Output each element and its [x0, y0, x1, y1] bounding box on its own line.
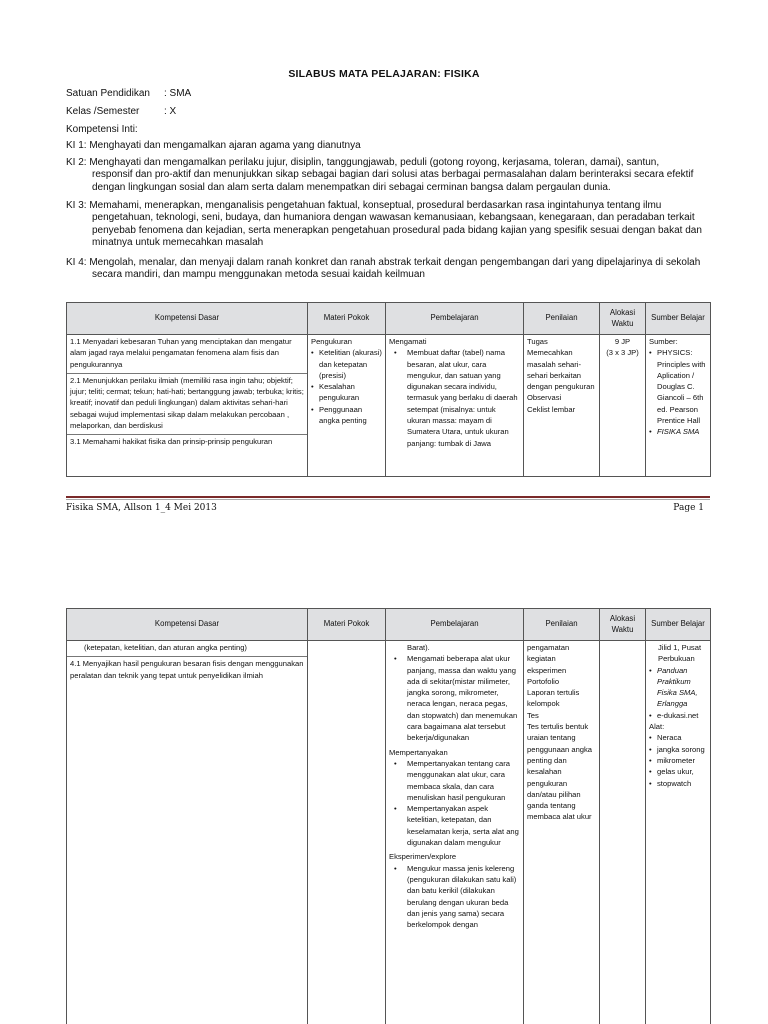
page-title: SILABUS MATA PELAJARAN: FISIKA [288, 68, 480, 80]
header-materi-pokok: Materi Pokok [308, 303, 386, 335]
meta-value: : SMA [164, 88, 192, 99]
penilaian-item: pengamatan kegiatan eksperimen [527, 643, 570, 675]
alokasi-item: (3 x 3 JP) [606, 348, 639, 358]
header-kompetensi-dasar: Kompetensi Dasar [67, 609, 308, 641]
header-penilaian: Penilaian [524, 609, 600, 641]
kd-item: 3.1 Memahami hakikat fisika dan prinsip-prinsip pengukuran [67, 434, 307, 448]
kd-item: 1.1 Menyadari kebesaran Tuhan yang menciptakan dan mengatur alam jagad raya melalui pengamatan fenomena alam fisis dan pengukurannya [70, 337, 292, 369]
pembelajaran-continued: Barat). [407, 643, 430, 652]
cell-kompetensi-dasar [67, 335, 308, 477]
ki-3: KI 3: Memahami, menerapkan, menganalisis pengetahuan faktual, konseptual, prosedural berdasarkan rasa ingintahunya tentang ilmu pengetahuan, teknologi, seni, budaya, dan humaniora dengan wawasan kemanusiaan, kebangsaan, kenegaraan, dan peradaban terkait penyebab fenomena dan kejadian, serta menerapkan pengetahuan prosedural pada bidang kajian yang spesifik sesuai dengan bakat dan minatnya untuk memecahkan masalah [66, 200, 702, 249]
cell-sumber-belajar [646, 641, 711, 1024]
cell-alokasi-waktu [600, 335, 646, 477]
cell-alokasi-waktu [600, 641, 646, 1024]
cell-penilaian [524, 335, 600, 477]
penilaian-item: Tes [527, 710, 539, 720]
materi-item: • Kesalahan pengukuran [311, 381, 382, 404]
syllabus-table-continued [66, 608, 711, 1024]
header-pembelajaran: Pembelajaran [386, 303, 524, 335]
header-alokasi-waktu: Alokasi Waktu [600, 609, 646, 641]
header-alokasi-waktu: Alokasi Waktu [600, 303, 646, 335]
page-number: Page 1 [673, 503, 704, 513]
pembelajaran-item: • Mengukur massa jenis kelereng (pengukuran dilakukan satu kali) dan batu kerikil (dilakukan berulang dengan ukuran beda dan jenis yang sama) secara berkelompok dengan [407, 863, 520, 931]
cell-sumber-belajar [646, 335, 711, 477]
meta-label: Satuan Pendidikan [66, 88, 150, 99]
alat-item: • mikrometer [649, 755, 707, 766]
alat-item: • gelas ukur, [649, 766, 707, 777]
penilaian-item: Tugas [527, 337, 548, 346]
header-pembelajaran: Pembelajaran [386, 609, 524, 641]
materi-item: • Ketelitian (akurasi) dan ketepatan (presisi) [311, 347, 382, 381]
pembelajaran-section-title: Mengamati [389, 337, 427, 346]
sumber-item: • PHYSICS: Principles with Aplication / Douglas C. Giancoli – 6th ed. Pearson Prentice Hall [649, 347, 707, 426]
pembelajaran-section-title: Eksperimen/explore [389, 852, 457, 862]
meta-label: Kelas /Semester [66, 106, 140, 117]
page-footer [66, 496, 710, 513]
penilaian-item: Memecahkan masalah sehari-sehari berkaitan dengan pengukuran [527, 348, 595, 392]
materi-title: Pengukuran [311, 337, 352, 346]
sumber-continued: Jilid 1, Pusat Perbukuan [658, 643, 702, 664]
alokasi-item: 9 JP [614, 337, 631, 346]
penilaian-item: Ceklist lembar [527, 404, 576, 414]
cell-penilaian [524, 641, 600, 1024]
penilaian-item: Tes tertulis bentuk uraian tentang penggunaan angka penting dan kesalahan pengukuran dan/atau pilihan ganda tentang membaca alat ukur [527, 722, 593, 822]
footer-text: Fisika SMA, Allson 1_4 Mei 2013 [66, 503, 217, 513]
pembelajaran-item: • Mengamati beberapa alat ukur panjang, massa dan waktu yang ada di sekitar(mistar milimeter, jangka sorong, mikrometer, neraca lengan, neraca pegas, dan stopwatch) dan menemukan cara bagaimana alat tersebut bekerja/digunakan [407, 653, 520, 743]
cell-pembelajaran [386, 641, 524, 1024]
penilaian-item: Observasi [527, 393, 562, 403]
syllabus-table [66, 302, 711, 477]
alat-title: Alat: [649, 722, 665, 732]
alat-item: • Neraca [649, 732, 707, 743]
meta-value: : X [164, 106, 177, 117]
header-sumber-belajar: Sumber Belajar [646, 609, 711, 641]
kd-item: 2.1 Menunjukkan perilaku ilmiah (memiliki rasa ingin tahu; objektif; jujur; teliti; cermat; tekun; hati-hati; bertanggung jawab; terbuka; kritis; kreatif; inovatif dan peduli lingkungan) dalam aktivitas sehari-hari sebagai wujud implementasi sikap dalam melakukan percobaan , melaporkan, dan berdiskusi [67, 373, 307, 432]
header-kompetensi-dasar: Kompetensi Dasar [67, 303, 308, 335]
meta-kompetensi-inti [66, 124, 138, 135]
pembelajaran-item: • Mempertanyakan tentang cara menggunakan alat ukur, cara membaca skala, dan cara menuliskan hasil pengukuran [407, 758, 520, 803]
alat-item: • stopwatch [649, 778, 707, 789]
cell-materi-pokok [308, 641, 386, 1024]
alat-item: • jangka sorong [649, 744, 707, 755]
ki-2: KI 2: Menghayati dan mengamalkan perilaku jujur, disiplin, tanggungjawab, peduli (gotong royong, kerjasama, toleran, damai), santun, responsif dan pro-aktif dan menunjukkan sikap sebagai bagian dari solusi atas berbagai permasalahan dalam berinteraksi secara efektif dengan lingkungan sosial dan alam serta dalam menempatkan diri sebagai cerminan bangsa dalam pergaulan dunia. [66, 157, 694, 193]
sumber-title: Sumber: [649, 337, 678, 346]
materi-item: • Penggunaan angka penting [311, 404, 382, 427]
penilaian-item: Laporan tertulis kelompok [527, 688, 580, 709]
penilaian-item: Portofolio [527, 676, 560, 686]
header-sumber-belajar: Sumber Belajar [646, 303, 711, 335]
cell-pembelajaran [386, 335, 524, 477]
pembelajaran-item: • Mempertanyakan aspek ketelitian, ketepatan, dan keselamatan kerja, serta alat ang digunakan dalam mengukur [407, 803, 520, 848]
sumber-item: • e-dukasi.net [649, 710, 707, 721]
cell-materi-pokok [308, 335, 386, 477]
meta-kelas [66, 106, 177, 117]
meta-label: Kompetensi Inti: [66, 124, 138, 135]
kd-continued: (ketepatan, ketelitian, dan aturan angka penting) [84, 643, 247, 652]
header-penilaian: Penilaian [524, 303, 600, 335]
ki-1: KI 1: Menghayati dan mengamalkan ajaran agama yang dianutnya [66, 140, 361, 151]
cell-kompetensi-dasar [67, 641, 308, 1024]
sumber-item: • FISIKA SMA [649, 426, 707, 437]
page-2 [0, 560, 768, 1024]
sumber-item: • Panduan Praktikum Fisika SMA, Erlangga [649, 665, 707, 710]
pembelajaran-item: • Membuat daftar (tabel) nama besaran, alat ukur, cara mengukur, dan satuan yang digunakan secara individu, termasuk yang berlaku di daerah setempat (misalnya: untuk ukuran massa: mayam di Sumatera Utara, untuk ukuran panjang: tumbak di Jawa [407, 347, 520, 449]
ki-4: KI 4: Mengolah, menalar, dan menyaji dalam ranah konkret dan ranah abstrak terkait dengan pengembangan dari yang dipelajarinya di sekolah secara mandiri, dan mampu menggunakan metoda sesuai kaidah keilmuan [66, 257, 701, 281]
kd-item: 4.1 Menyajikan hasil pengukuran besaran fisis dengan menggunakan peralatan dan teknik yang tepat untuk penyelidikan ilmiah [67, 656, 307, 682]
header-materi-pokok: Materi Pokok [308, 609, 386, 641]
meta-satuan [66, 88, 192, 99]
pembelajaran-section-title: Mempertanyakan [389, 747, 448, 757]
